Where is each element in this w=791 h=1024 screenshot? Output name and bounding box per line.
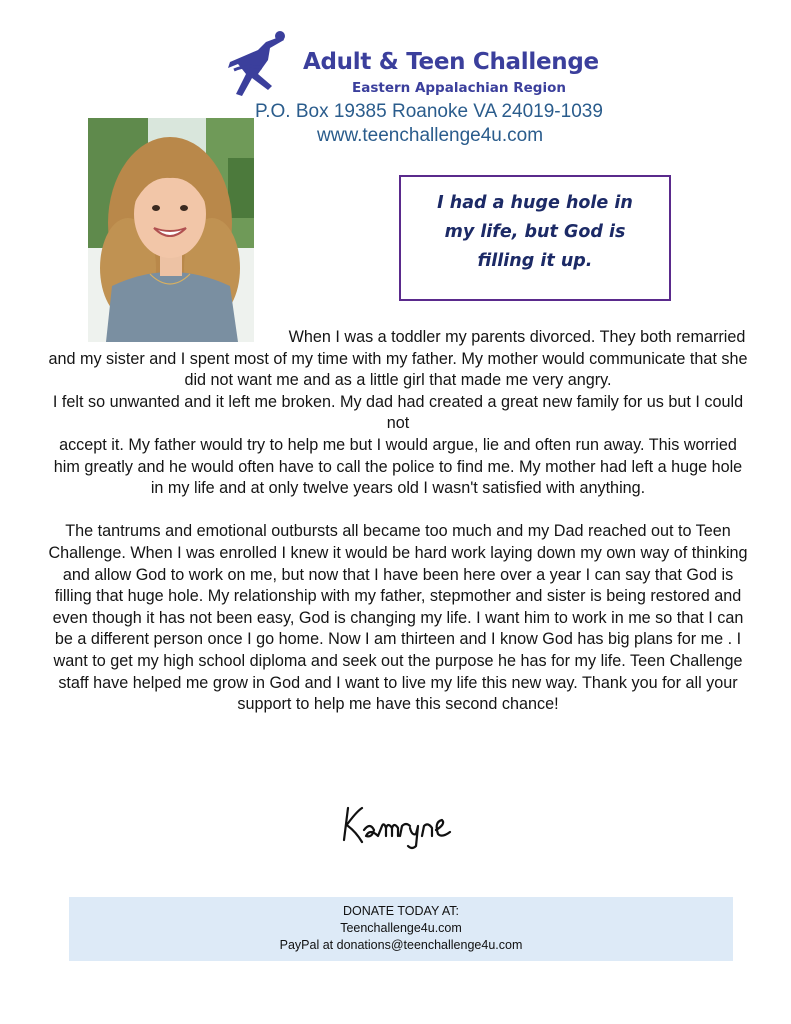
- donate-banner: [69, 897, 733, 961]
- paragraph-spacer: [48, 500, 748, 522]
- story-paragraph: I felt so unwanted and it left me broken. My dad had created a great new family for us but I could not: [52, 392, 744, 433]
- story-paragraph: When I was a toddler my parents divorced. They both remarried and my sister and I spent most of my time with my father. My mother would communicate that she did not want me and as a little girl that made me very angry.: [48, 328, 748, 390]
- org-website-link[interactable]: www.teenchallenge4u.com: [317, 125, 544, 146]
- story-paragraph: The tantrums and emotional outbursts all became too much and my Dad reached out to Teen Challenge. When I was enrolled I knew it would be hard work laying down my own way of thinking and allow God to work on me, but now that I have been here over a year I can say that God is filling that huge hole. My relationship with my father, stepmother and sister is being restored and even though it has not been easy, God is changing my life. I want him to work in me so that I can be a different person once I go home. Now I am thirteen and I know God has big plans for me . I want to get my high school diploma and seek out the purpose he has for my life. Teen Challenge staff have helped me grow in God and I want to live my life this new way. Thank you for all your support to help me have this second chance!: [48, 522, 748, 714]
- signature-kamryne: [338, 796, 468, 852]
- pull-quote-text: I had a huge hole in my life, but God is filling it up.: [437, 193, 633, 271]
- story-body: [48, 327, 748, 716]
- portrait-photo: [88, 118, 254, 342]
- pull-quote-box: [399, 175, 671, 301]
- adult-teen-challenge-logo-icon: [228, 30, 288, 102]
- donate-heading: DONATE TODAY AT:: [342, 904, 459, 918]
- org-address: P.O. Box 19385 Roanoke VA 24019-1039: [255, 101, 603, 122]
- donate-site-link[interactable]: Teenchallenge4u.com: [340, 921, 462, 935]
- org-region: Eastern Appalachian Region: [352, 80, 566, 96]
- donate-paypal-link[interactable]: PayPal at donations@teenchallenge4u.com: [279, 938, 523, 952]
- org-name: Adult & Teen Challenge: [303, 49, 599, 75]
- story-paragraph: accept it. My father would try to help me but I would argue, lie and often run away. This worried him greatly and he would often have to call the police to find me. My mother had left a huge hole in my life and at only twelve years old I wasn't satisfied with anything.: [53, 435, 743, 498]
